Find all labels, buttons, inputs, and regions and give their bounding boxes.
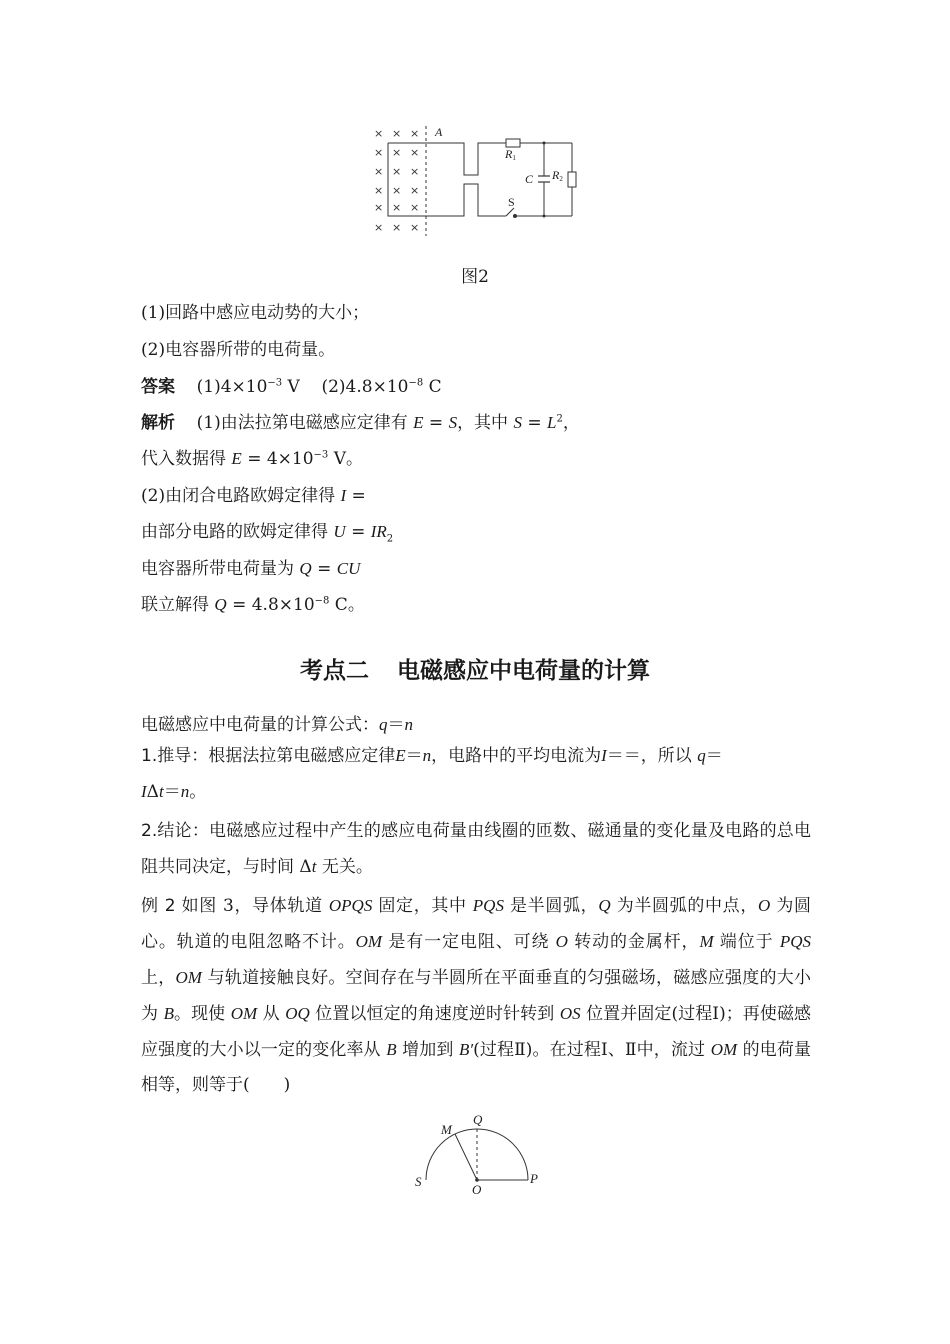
label-o: O (472, 1182, 482, 1197)
analysis-line-3: (2)由闭合电路欧姆定律得 I = (141, 486, 366, 506)
label-q: Q (473, 1112, 483, 1127)
label-s: S (415, 1174, 422, 1189)
analysis-line-6: 联立解得 $Q = 4.8\times 10^{-8}$ C。 (141, 595, 365, 615)
conclusion-paragraph: 2.结论：电磁感应过程中产生的感应电荷量由线圈的匝数、磁通量的变化量及电路的总电阻共同决定，与时间 Δt 无关。 (141, 821, 811, 877)
svg-text:×: × (392, 184, 402, 197)
svg-text:×: × (374, 201, 384, 214)
label-m: M (441, 1122, 452, 1137)
example-paragraph: 例 2 如图 3，导体轨道 OPQS 固定，其中 PQS 是半圆弧，Q 为半圆弧的中点，O 为圆心。轨道的电阻忽略不计。OM 是有一定电阻、可绕 O 转动的金属杆，M 端位于 PQS 上，OM 与轨道接触良好。空间存在与半圆所在平面垂直的匀强磁场，磁感应强度的大小为 B。现使 OM 从 OQ 位置以恒定的角速度逆时针转到 OS 位置并固定(过程Ⅰ)；再使磁感应强度的大小以一定的变化率从 B 增加到 B′(过程Ⅱ)。在过程Ⅰ、Ⅱ中，流过 OM 的电荷量相等，则等于( ) (141, 896, 812, 1095)
label-p: P (530, 1171, 538, 1186)
svg-text:×: × (392, 127, 402, 140)
analysis-line-2: 代入数据得 $E = 4\times 10^{-3}$ V。 (141, 449, 363, 469)
answer-line: 答案 $(1)4\times 10^{-3}$ V $(2)4.8\times 10^{-8}$ C (141, 377, 442, 397)
analysis-line-1: 解析 (1)由法拉第电磁感应定律有 E = S，其中 $S = L^2$， (141, 413, 580, 433)
svg-text:×: × (410, 165, 420, 178)
svg-text:×: × (392, 165, 402, 178)
capacitor (538, 176, 550, 182)
switch-s (506, 208, 517, 218)
label-r2: R2 (552, 168, 563, 183)
resistor-r2 (568, 172, 576, 187)
label-a: A (435, 125, 443, 139)
analysis-label: 解析 (141, 413, 175, 433)
answer-label: 答案 (141, 377, 175, 397)
rod-om (455, 1134, 477, 1180)
section-heading: 考点二 电磁感应中电荷量的计算 (300, 658, 650, 684)
question-1: (1)回路中感应电动势的大小； (141, 303, 370, 323)
formula-line: 电磁感应中电荷量的计算公式：q＝n (141, 715, 413, 735)
derivation-paragraph: 1.推导：根据法拉第电磁感应定律E＝n，电路中的平均电流为I＝＝，所以 q＝ IΔt＝n。 (141, 746, 723, 802)
svg-text:×: × (410, 221, 420, 234)
question-2: (2)电容器所带的电荷量。 (141, 340, 336, 360)
svg-text:×: × (392, 221, 402, 234)
svg-text:×: × (392, 201, 402, 214)
svg-text:×: × (374, 184, 384, 197)
svg-text:×: × (374, 146, 384, 159)
svg-text:×: × (410, 201, 420, 214)
svg-text:×: × (374, 165, 384, 178)
analysis-line-4: 由部分电路的欧姆定律得 $U = IR_2$ (141, 522, 394, 545)
svg-text:×: × (374, 221, 384, 234)
circuit-figure (368, 122, 580, 240)
semicircle-figure (405, 1108, 550, 1198)
figure2-caption: 图2 (461, 267, 489, 287)
label-s: S (508, 195, 515, 209)
label-r1: R1 (505, 147, 516, 162)
svg-text:×: × (374, 127, 384, 140)
svg-text:×: × (410, 146, 420, 159)
analysis-line-5: 电容器所带电荷量为 Q = CU (141, 559, 361, 579)
resistor-r1 (506, 139, 520, 147)
svg-text:×: × (410, 127, 420, 140)
label-c: C (525, 172, 534, 186)
svg-text:×: × (410, 184, 420, 197)
svg-text:×: × (392, 146, 402, 159)
